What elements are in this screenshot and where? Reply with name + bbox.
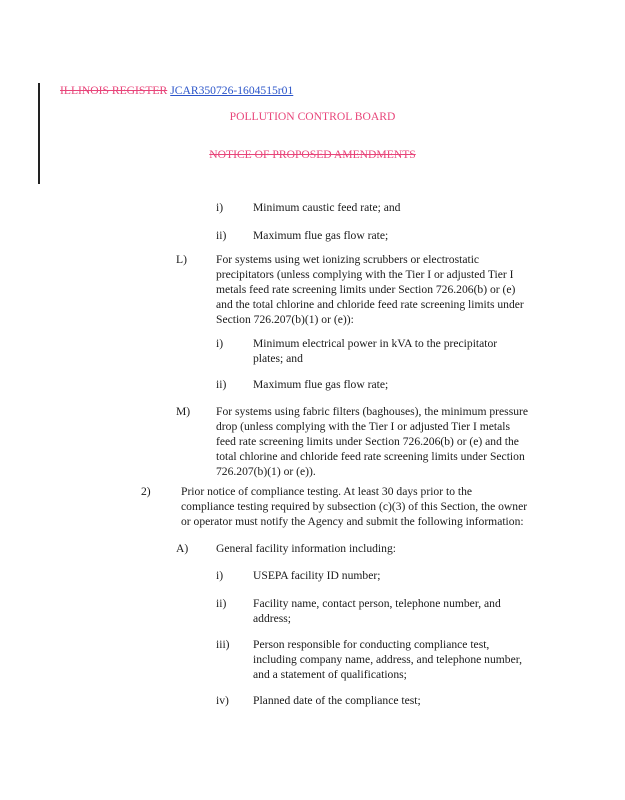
item-text-line: For systems using wet ionizing scrubbers or electrostatic [216, 253, 480, 266]
item-text [253, 693, 421, 708]
item-text-line: Maximum flue gas flow rate; [253, 378, 389, 391]
notice-title: NOTICE OF PROPOSED AMENDMENTS [209, 148, 416, 161]
item-text-line: Section 726.207(b)(1) or (e)): [216, 313, 354, 326]
item-label: i) [216, 337, 224, 350]
item-label: iv) [216, 694, 229, 707]
item-text [181, 484, 527, 529]
item-text-line: Minimum electrical power in kVA to the precipitator [253, 337, 498, 350]
item-text-line: and a statement of qualifications; [253, 668, 407, 681]
item-text-line: feed rate screening limits under Section 726.206(b) or (e) and the [216, 435, 519, 448]
item-label: ii) [216, 378, 227, 391]
item-text [216, 404, 528, 479]
item-text [253, 200, 400, 215]
register-title: ILLINOIS REGISTER [60, 84, 168, 97]
item-text-line: total chlorine and chloride feed rate screening limits under Section [216, 450, 525, 463]
item-label: M) [176, 405, 191, 418]
item-text [253, 596, 501, 626]
item-label: ii) [216, 597, 227, 610]
item-text [253, 637, 522, 682]
item-label: iii) [216, 638, 230, 651]
item-text-line: Facility name, contact person, telephone number, and [253, 597, 501, 610]
item-text-line: Prior notice of compliance testing. At least 30 days prior to the [181, 485, 473, 498]
item-text-line: For systems using fabric filters (baghouses), the minimum pressure [216, 405, 529, 418]
revision-change-bar [38, 83, 40, 184]
item-text-line: USEPA facility ID number; [253, 569, 381, 582]
item-text-line: precipitators (unless complying with the Tier I or adjusted Tier I [216, 268, 514, 281]
jcar-code-link[interactable]: JCAR350726-1604515r01 [170, 84, 294, 97]
item-text-line: plates; and [253, 352, 303, 365]
item-label: i) [216, 201, 224, 214]
item-text [216, 252, 524, 327]
item-text-line: Planned date of the compliance test; [253, 694, 421, 707]
item-label: L) [176, 253, 187, 266]
item-text-line: metals feed rate screening limits under Section 726.206(b) or (e) [216, 283, 516, 296]
agency-title: POLLUTION CONTROL BOARD [229, 110, 396, 123]
item-text-line: compliance testing required by subsection (c)(3) of this Section, the owner [181, 500, 528, 513]
item-text-line: Maximum flue gas flow rate; [253, 229, 389, 242]
item-text [253, 228, 388, 243]
item-label: i) [216, 569, 224, 582]
item-text [253, 377, 388, 392]
register-header [60, 83, 293, 98]
item-label: 2) [141, 485, 151, 498]
item-label: ii) [216, 229, 227, 242]
item-text [216, 541, 396, 556]
item-text-line: address; [253, 612, 291, 625]
item-text-line: and the total chlorine and chloride feed rate screening limits under [216, 298, 524, 311]
item-text-line: including company name, address, and telephone number, [253, 653, 523, 666]
item-text-line: drop (unless complying with the Tier I or adjusted Tier I metals [216, 420, 511, 433]
item-label: A) [176, 542, 189, 555]
item-text-line: Person responsible for conducting compliance test, [253, 638, 490, 651]
item-text [253, 568, 380, 583]
item-text-line: or operator must notify the Agency and submit the following information: [181, 515, 524, 528]
item-text [253, 336, 497, 366]
item-text-line: 726.207(b)(1) or (e)). [216, 465, 316, 478]
item-text-line: Minimum caustic feed rate; and [253, 201, 401, 214]
item-text-line: General facility information including: [216, 542, 396, 555]
